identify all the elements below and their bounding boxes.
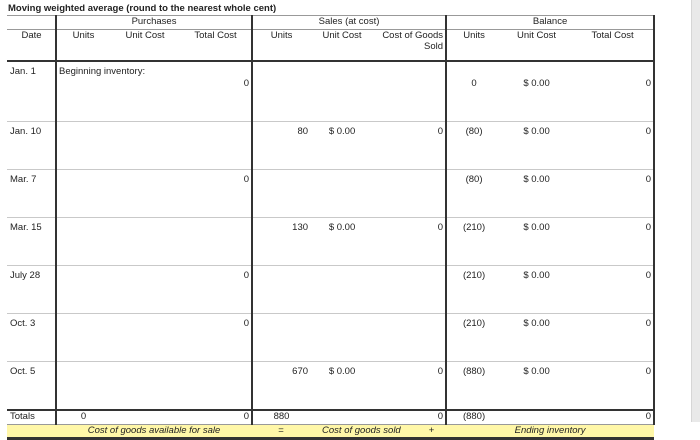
purchase-unit-cost-input[interactable] — [110, 314, 180, 362]
purchase-units-input[interactable] — [56, 266, 110, 314]
sales-units-input[interactable] — [252, 170, 310, 218]
sales-unit-cost-input[interactable]: $ 0.00 — [310, 218, 374, 266]
purchase-units-input[interactable] — [56, 170, 110, 218]
purchase-unit-cost-input[interactable] — [110, 362, 180, 411]
beginning-inventory-label: Beginning inventory: — [56, 61, 180, 122]
balance-total-input[interactable]: 0 — [572, 218, 654, 266]
sales-unit-cost-input[interactable]: $ 0.00 — [310, 362, 374, 411]
col-purchase-units: Units — [56, 30, 110, 62]
balance-unit-cost-input[interactable]: $ 0.00 — [501, 61, 572, 122]
cost-available-label: Cost of goods available for sale — [56, 425, 252, 439]
cogs-input[interactable]: 0 — [374, 362, 446, 411]
balance-units-input[interactable]: 0 — [446, 61, 501, 122]
weighted-average-ledger — [7, 15, 655, 440]
total-purchase-cost[interactable]: 0 — [180, 410, 252, 425]
purchase-unit-cost-input[interactable] — [110, 122, 180, 170]
sales-unit-cost-input[interactable]: $ 0.00 — [310, 122, 374, 170]
totals-label: Totals — [7, 410, 56, 425]
balance-units-input[interactable]: (80) — [446, 170, 501, 218]
row-date: Jan. 1 — [7, 61, 56, 122]
cogs-input[interactable] — [374, 61, 446, 122]
table-row — [7, 170, 654, 218]
group-purchases: Purchases — [56, 16, 252, 30]
group-sales: Sales (at cost) — [252, 16, 446, 30]
table-row — [7, 266, 654, 314]
balance-total-input[interactable]: 0 — [572, 266, 654, 314]
balance-units-input[interactable]: (210) — [446, 314, 501, 362]
totals-row — [7, 410, 654, 425]
balance-units-input[interactable]: (210) — [446, 218, 501, 266]
cogs-label: Cost of goods sold + — [310, 425, 446, 439]
row-date: Jan. 10 — [7, 122, 56, 170]
col-balance-total: Total Cost — [572, 30, 654, 62]
sales-units-input[interactable]: 130 — [252, 218, 310, 266]
row-date: Mar. 7 — [7, 170, 56, 218]
cogs-input[interactable]: 0 — [374, 218, 446, 266]
table-title: Moving weighted average (round to the nearest whole cent) — [8, 3, 277, 14]
col-balance-units: Units — [446, 30, 501, 62]
table-row — [7, 362, 654, 411]
balance-total-input[interactable]: 0 — [572, 61, 654, 122]
total-sales-units[interactable]: 880 — [252, 410, 310, 425]
sales-units-input[interactable]: 80 — [252, 122, 310, 170]
purchase-unit-cost-input[interactable] — [110, 170, 180, 218]
total-balance-cost[interactable]: 0 — [572, 410, 654, 425]
row-date: Oct. 3 — [7, 314, 56, 362]
col-balance-unit-cost: Unit Cost — [501, 30, 572, 62]
total-cogs[interactable]: 0 — [374, 410, 446, 425]
row-date: Mar. 15 — [7, 218, 56, 266]
row-date: July 28 — [7, 266, 56, 314]
purchase-total-input[interactable] — [180, 218, 252, 266]
total-purchase-units[interactable]: 0 — [56, 410, 110, 425]
sales-units-input[interactable] — [252, 266, 310, 314]
cogs-input[interactable] — [374, 170, 446, 218]
table-row — [7, 218, 654, 266]
sales-units-input[interactable] — [252, 314, 310, 362]
col-sales-unit-cost: Unit Cost — [310, 30, 374, 62]
balance-unit-cost-input[interactable]: $ 0.00 — [501, 170, 572, 218]
group-header-row — [7, 16, 654, 30]
purchase-total-input[interactable]: 0 — [180, 170, 252, 218]
purchase-unit-cost-input[interactable] — [110, 266, 180, 314]
column-header-row — [7, 30, 654, 62]
balance-total-input[interactable]: 0 — [572, 314, 654, 362]
balance-unit-cost-input[interactable]: $ 0.00 — [501, 122, 572, 170]
col-sales-units: Units — [252, 30, 310, 62]
table-row — [7, 61, 654, 122]
balance-unit-cost-input[interactable]: $ 0.00 — [501, 314, 572, 362]
sales-unit-cost-input[interactable] — [310, 314, 374, 362]
balance-total-input[interactable]: 0 — [572, 362, 654, 411]
purchase-total-input[interactable]: 0 — [180, 61, 252, 122]
col-purchase-unit-cost: Unit Cost — [110, 30, 180, 62]
purchase-unit-cost-input[interactable] — [110, 218, 180, 266]
footer-row — [7, 425, 654, 439]
scrollbar[interactable] — [691, 0, 700, 422]
table-row — [7, 314, 654, 362]
balance-units-input[interactable]: (210) — [446, 266, 501, 314]
row-date: Oct. 5 — [7, 362, 56, 411]
sales-unit-cost-input[interactable] — [310, 61, 374, 122]
sales-unit-cost-input[interactable] — [310, 170, 374, 218]
balance-total-input[interactable]: 0 — [572, 170, 654, 218]
col-cogs: Cost of Goods Sold — [374, 30, 446, 62]
equals-sign: = — [252, 425, 310, 439]
purchase-total-input[interactable]: 0 — [180, 266, 252, 314]
group-balance: Balance — [446, 16, 654, 30]
cogs-input[interactable] — [374, 266, 446, 314]
sales-unit-cost-input[interactable] — [310, 266, 374, 314]
balance-unit-cost-input[interactable]: $ 0.00 — [501, 266, 572, 314]
balance-unit-cost-input[interactable]: $ 0.00 — [501, 362, 572, 411]
purchase-units-input[interactable] — [56, 314, 110, 362]
table-row — [7, 122, 654, 170]
balance-unit-cost-input[interactable]: $ 0.00 — [501, 218, 572, 266]
purchase-units-input[interactable] — [56, 122, 110, 170]
purchase-total-input[interactable] — [180, 122, 252, 170]
balance-units-input[interactable]: (880) — [446, 362, 501, 411]
plus-sign: + — [428, 425, 435, 436]
sales-units-input[interactable] — [252, 61, 310, 122]
col-purchase-total: Total Cost — [180, 30, 252, 62]
col-date: Date — [7, 30, 56, 62]
balance-units-input[interactable]: (80) — [446, 122, 501, 170]
purchase-total-input[interactable]: 0 — [180, 314, 252, 362]
balance-total-input[interactable]: 0 — [572, 122, 654, 170]
ending-inventory-label: Ending inventory — [446, 425, 654, 439]
cogs-input[interactable] — [374, 314, 446, 362]
purchase-total-input[interactable] — [180, 362, 252, 411]
total-balance-units[interactable]: (880) — [446, 410, 501, 425]
purchase-units-input[interactable] — [56, 362, 110, 411]
sales-units-input[interactable]: 670 — [252, 362, 310, 411]
purchase-units-input[interactable] — [56, 218, 110, 266]
cogs-input[interactable]: 0 — [374, 122, 446, 170]
